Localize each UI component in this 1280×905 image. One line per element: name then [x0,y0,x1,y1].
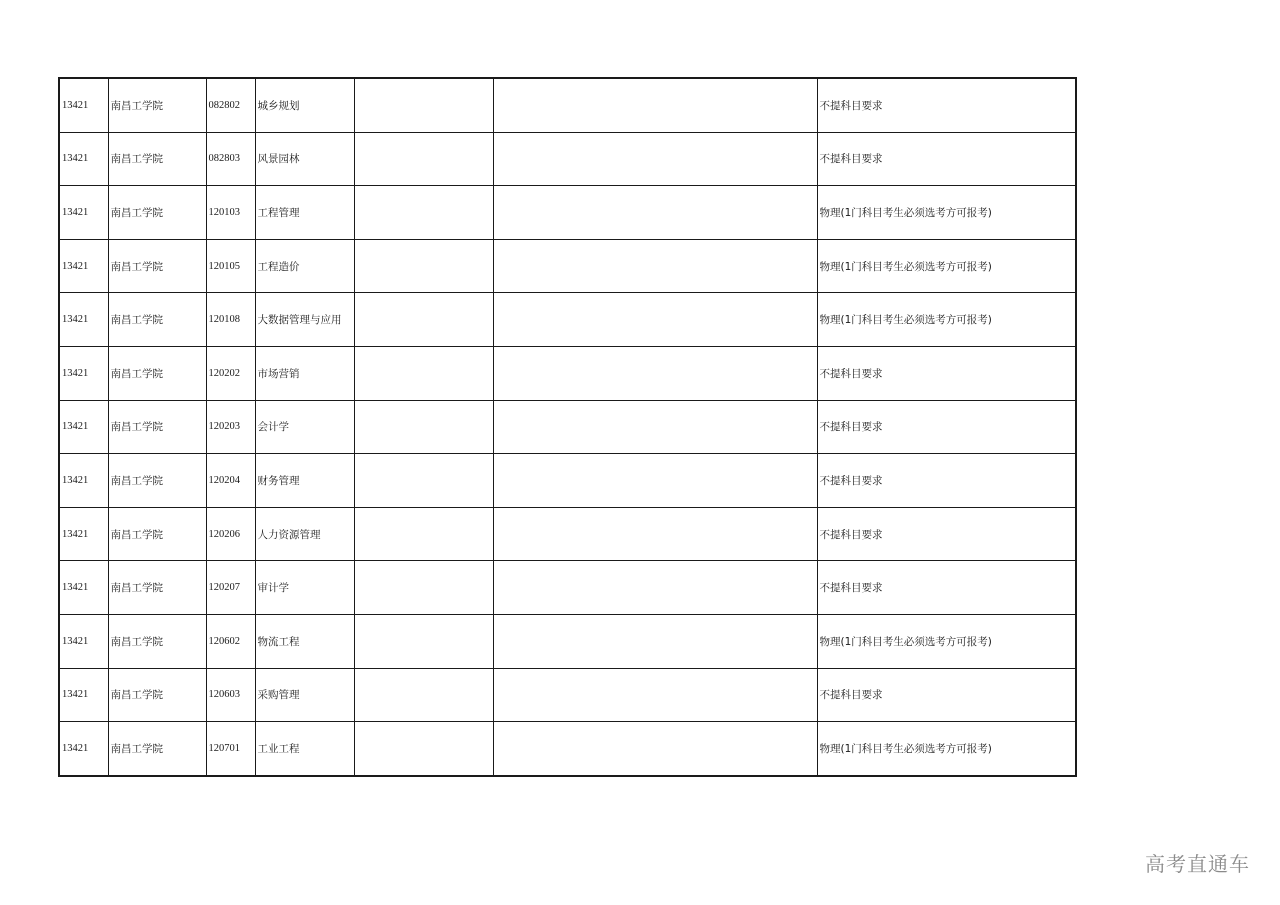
subject-requirement-cell: 物理(1门科目考生必须选考方可报考) [817,614,1076,668]
table-row [59,346,1076,400]
empty-cell [354,668,493,722]
school-code-cell: 13421 [59,239,108,293]
major-code-cell: 120207 [206,561,255,615]
school-name-cell: 南昌工学院 [108,507,206,561]
table-row [59,186,1076,240]
school-code-cell: 13421 [59,668,108,722]
school-code-cell: 13421 [59,454,108,508]
major-code-cell: 120701 [206,722,255,776]
empty-cell [493,561,817,615]
school-code-cell: 13421 [59,507,108,561]
major-code-cell: 120204 [206,454,255,508]
table-row [59,239,1076,293]
school-name-cell: 南昌工学院 [108,186,206,240]
table-body [59,78,1076,776]
major-code-cell: 082802 [206,78,255,132]
subject-requirement-cell: 物理(1门科目考生必须选考方可报考) [817,293,1076,347]
table-row [59,507,1076,561]
major-name-cell: 工程造价 [255,239,354,293]
table-row [59,400,1076,454]
subject-requirement-cell: 不提科目要求 [817,668,1076,722]
table-row [59,614,1076,668]
school-code-cell: 13421 [59,722,108,776]
school-name-cell: 南昌工学院 [108,78,206,132]
empty-cell [493,186,817,240]
school-code-cell: 13421 [59,78,108,132]
empty-cell [354,239,493,293]
empty-cell [493,78,817,132]
major-code-cell: 120108 [206,293,255,347]
table-row [59,668,1076,722]
empty-cell [493,293,817,347]
major-name-cell: 城乡规划 [255,78,354,132]
table-row [59,561,1076,615]
major-name-cell: 人力资源管理 [255,507,354,561]
major-name-cell: 财务管理 [255,454,354,508]
empty-cell [354,454,493,508]
major-name-cell: 风景园林 [255,132,354,186]
table-row [59,78,1076,132]
school-name-cell: 南昌工学院 [108,561,206,615]
empty-cell [493,507,817,561]
subject-requirement-cell: 物理(1门科目考生必须选考方可报考) [817,722,1076,776]
school-name-cell: 南昌工学院 [108,614,206,668]
major-name-cell: 工业工程 [255,722,354,776]
school-name-cell: 南昌工学院 [108,132,206,186]
subject-requirement-cell: 物理(1门科目考生必须选考方可报考) [817,186,1076,240]
subject-requirement-cell: 物理(1门科目考生必须选考方可报考) [817,239,1076,293]
school-code-cell: 13421 [59,132,108,186]
school-name-cell: 南昌工学院 [108,239,206,293]
empty-cell [493,400,817,454]
major-name-cell: 采购管理 [255,668,354,722]
major-name-cell: 市场营销 [255,346,354,400]
school-code-cell: 13421 [59,614,108,668]
major-name-cell: 物流工程 [255,614,354,668]
empty-cell [493,132,817,186]
subject-requirement-cell: 不提科目要求 [817,454,1076,508]
empty-cell [493,614,817,668]
empty-cell [354,78,493,132]
major-code-cell: 082803 [206,132,255,186]
subject-requirement-cell: 不提科目要求 [817,78,1076,132]
watermark-logo: 高考直通车 [1145,852,1250,876]
school-name-cell: 南昌工学院 [108,346,206,400]
major-code-cell: 120602 [206,614,255,668]
subject-requirement-cell: 不提科目要求 [817,400,1076,454]
subject-requirement-cell: 不提科目要求 [817,132,1076,186]
major-code-cell: 120203 [206,400,255,454]
admission-table [58,77,1077,777]
empty-cell [493,454,817,508]
empty-cell [354,722,493,776]
empty-cell [354,132,493,186]
school-name-cell: 南昌工学院 [108,400,206,454]
major-code-cell: 120603 [206,668,255,722]
empty-cell [354,293,493,347]
subject-requirement-cell: 不提科目要求 [817,346,1076,400]
subject-requirement-cell: 不提科目要求 [817,507,1076,561]
subject-requirement-cell: 不提科目要求 [817,561,1076,615]
school-code-cell: 13421 [59,400,108,454]
empty-cell [354,561,493,615]
empty-cell [354,400,493,454]
school-name-cell: 南昌工学院 [108,454,206,508]
major-code-cell: 120202 [206,346,255,400]
school-code-cell: 13421 [59,186,108,240]
major-name-cell: 审计学 [255,561,354,615]
school-name-cell: 南昌工学院 [108,293,206,347]
table-row [59,722,1076,776]
school-name-cell: 南昌工学院 [108,668,206,722]
empty-cell [493,346,817,400]
major-code-cell: 120105 [206,239,255,293]
major-code-cell: 120103 [206,186,255,240]
empty-cell [354,186,493,240]
empty-cell [354,507,493,561]
major-name-cell: 工程管理 [255,186,354,240]
empty-cell [354,346,493,400]
empty-cell [493,239,817,293]
empty-cell [493,668,817,722]
empty-cell [354,614,493,668]
school-code-cell: 13421 [59,561,108,615]
table-row [59,293,1076,347]
school-name-cell: 南昌工学院 [108,722,206,776]
table-row [59,132,1076,186]
major-name-cell: 大数据管理与应用 [255,293,354,347]
school-code-cell: 13421 [59,293,108,347]
major-code-cell: 120206 [206,507,255,561]
empty-cell [493,722,817,776]
school-code-cell: 13421 [59,346,108,400]
major-name-cell: 会计学 [255,400,354,454]
table-row [59,454,1076,508]
